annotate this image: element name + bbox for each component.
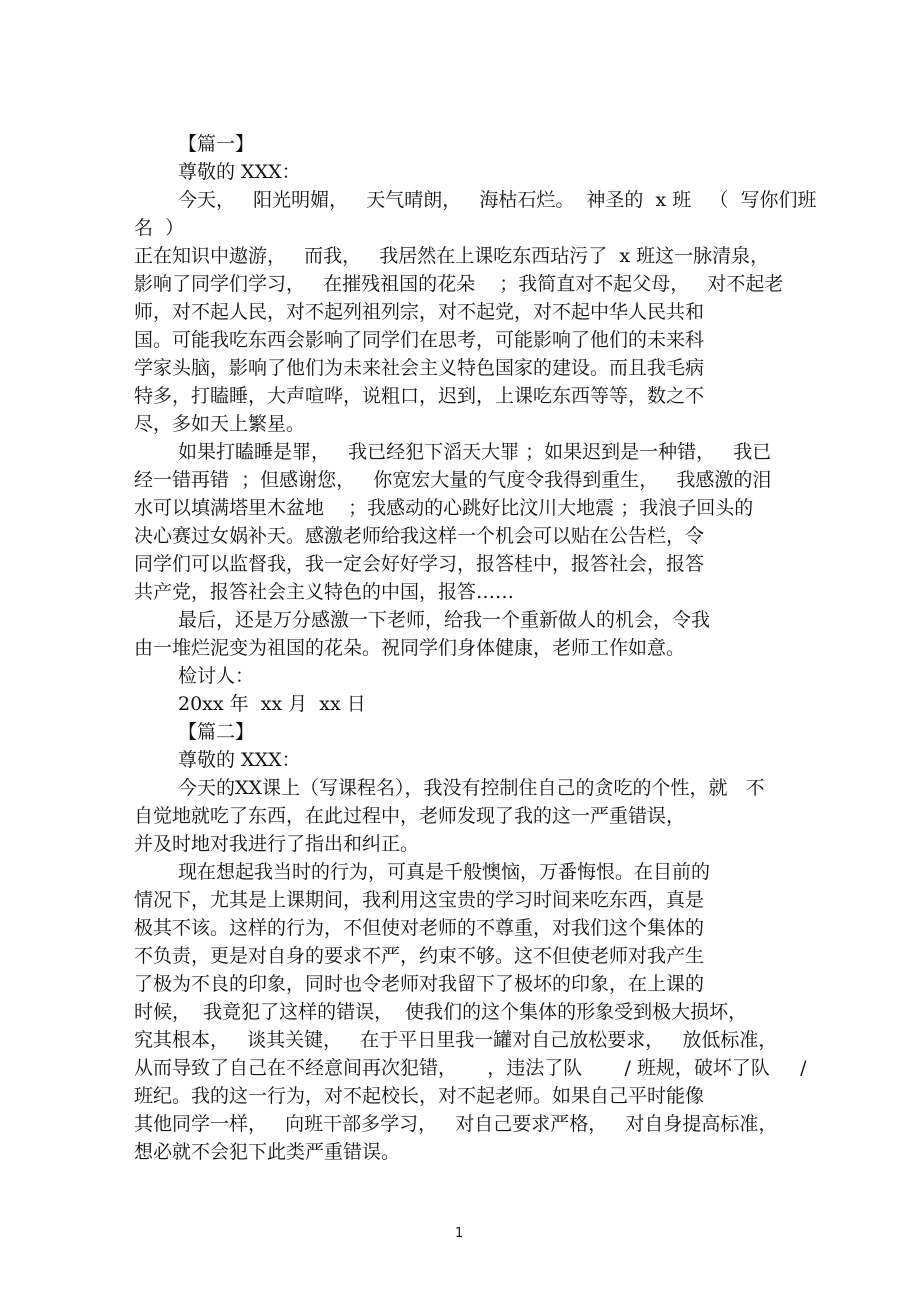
section-heading: 【篇二】 [178,721,255,743]
body-line: 水可以填满塔里木盆地 ；我感动的心跳好比汶川大地震 ；我浪子回头的 [134,497,754,519]
body-line: 决心赛过女娲补天。感激老师给我这样一个机会可以贴在公告栏，令 [134,525,705,547]
body-line: 经一错再错 ；但感谢您， 你宽宏大量的气度令我得到重生， 我感激的泪 [134,469,772,491]
body-line: 最后，还是万分感激一下老师，给我一个重新做人的机会，令我 [178,609,711,631]
page-number: 1 [455,1226,464,1241]
body-line: 今天的XX课上（写课程名），我没有控制住自己的贪吃的个性，就 不 [178,777,765,799]
body-line: 极其不该。这样的行为，不但使对老师的不尊重，对我们这个集体的 [134,917,705,939]
body-line: 情况下，尤其是上课期间，我利用这宝贵的学习时间来吃东西，真是 [134,889,705,911]
body-line: 由一堆烂泥变为祖国的花朵。祝同学们身体健康，老师工作如意。 [134,637,686,659]
body-line: 其他同学一样， 向班干部多学习， 对自己要求严格， 对自身提高标准， [134,1113,778,1135]
body-line: 影响了同学们学习， 在摧残祖国的花朵 ；我简直对不起父母， 对不起老 [134,273,784,295]
body-line: 时候， 我竟犯了这样的错误， 使我们的这个集体的形象受到极大损坏， [134,1001,748,1023]
body-line: 现在想起我当时的行为，可真是千般懊恼，万番悔恨。在目前的 [178,861,711,883]
body-line: 名 ） [134,217,185,239]
body-line: 了极为不良的印象，同时也令老师对我留下了极坏的印象，在上课的 [134,973,705,995]
body-line: 并及时地对我进行了指出和纠正。 [134,833,420,855]
body-line: 同学们可以监督我，我一定会好好学习，报答桂中，报答社会，报答 [134,553,705,575]
section-heading: 【篇一】 [178,133,255,155]
body-line: 想必就不会犯下此类严重错误。 [134,1141,401,1163]
body-line: 不负责，更是对自身的要求不严，约束不够。这不但使老师对我产生 [134,945,705,967]
body-line: 共产党，报答社会主义特色的中国，报答…… [134,581,515,603]
body-line: 从而导致了自己在不经意间再次犯错， ，违法了队 / 班规，破坏了队 / [134,1057,807,1079]
body-line: 如果打瞌睡是罪， 我已经犯下滔天大罪 ；如果迟到是一种错， 我已 [178,441,772,463]
body-line: 国。可能我吃东西会影响了同学们在思考，可能影响了他们的未来科 [134,329,705,351]
body-line: 尽，多如天上繁星。 [134,413,306,435]
body-line: 今天， 阳光明媚， 天气晴朗， 海枯石烂。 神圣的 x 班 （ 写你们班 [178,189,817,211]
date-line: 20xx 年 xx 月 xx 日 [178,693,366,715]
body-line: 班纪。我的这一行为，对不起校长，对不起老师。如果自己平时能像 [134,1085,705,1107]
salutation: 尊敬的 XXX： [178,161,301,183]
body-line: 学家头脑，影响了他们为未来社会主义特色国家的建设。而且我毛病 [134,357,705,379]
salutation: 尊敬的 XXX： [178,749,301,771]
signature-label: 检讨人： [178,665,255,687]
body-line: 自觉地就吃了东西，在此过程中，老师发现了我的这一严重错误， [134,805,686,827]
body-line: 正在知识中遨游， 而我， 我居然在上课吃东西玷污了 x 班这一脉清泉， [134,245,770,267]
body-line: 究其根本， 谈其关键， 在于平日里我一罐对自己放松要求， 放低标准， [134,1029,778,1051]
body-line: 师，对不起人民，对不起列祖列宗，对不起党，对不起中华人民共和 [134,301,705,323]
body-line: 特多，打瞌睡，大声喧哗，说粗口，迟到，上课吃东西等等，数之不 [134,385,705,407]
